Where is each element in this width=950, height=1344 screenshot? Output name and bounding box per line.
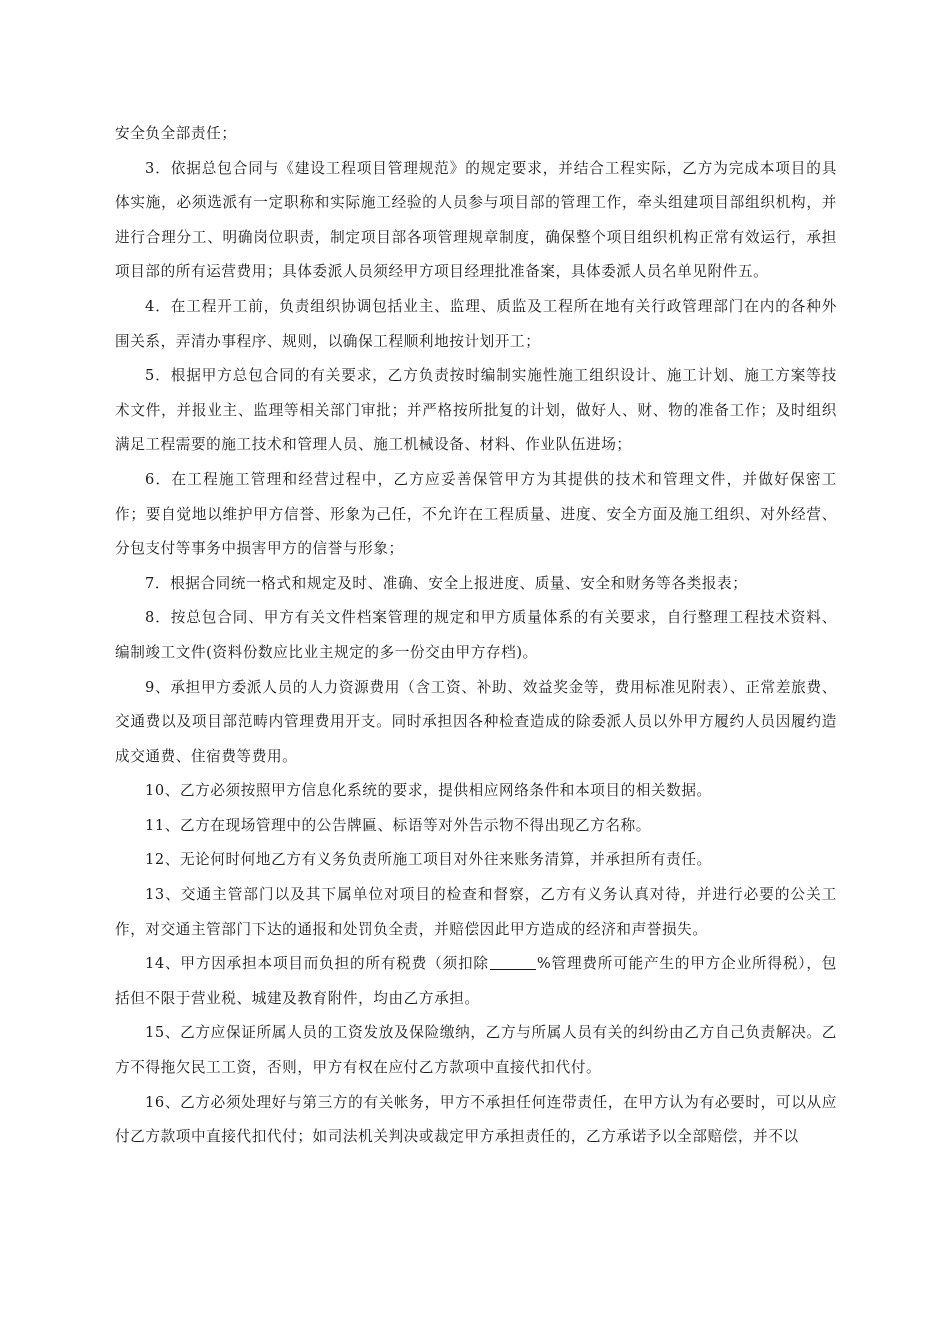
paragraph-clause-14 (115, 947, 837, 1016)
paragraph-clause-15: 15、乙方应保证所属人员的工资发放及保险缴纳，乙方与所属人员有关的纠纷由乙方自己负责解决。乙方不得拖欠民工工资，否则，甲方有权在应付乙方款项中直接代扣代付。 (115, 1024, 837, 1077)
paragraph-clause-5: 5．根据甲方总包合同的有关要求，乙方负责按时编制实施性施工组织设计、施工计划、施工方案等技术文件，并报业主、监理等相关部门审批；并严格按所批复的计划，做好人、财、物的准备工作；及时组织满足工程需要的施工技术和管理人员、施工机械设备、材料、作业队伍进场； (115, 367, 837, 454)
clause-14-text-after: %管理费所可能产生的甲方企业所得税），包括但不限于营业税、城建及教育附件，均由乙方承担。 (115, 955, 838, 1007)
clause-14-text-before: 14、甲方因承担本项目而负担的所有税费（须扣除 (145, 955, 489, 973)
fill-in-blank (490, 955, 536, 970)
paragraph-clause-8: 8．按总包合同、甲方有关文件档案管理的规定和甲方质量体系的有关要求，自行整理工程技术资料、编制竣工文件(资料份数应比业主规定的多一份交由甲方存档)。 (115, 609, 837, 661)
paragraph-clause-12: 12、无论何时何地乙方有义务负责所施工项目对外往来账务清算，并承担所有责任。 (145, 851, 712, 869)
paragraph-continuation: 安全负全部责任； (115, 125, 237, 142)
paragraph-clause-9: 9、承担甲方委派人员的人力资源费用（含工资、补助、效益奖金等，费用标准见附表）、正常差旅费、交通费以及项目部范畴内管理费用开支。同时承担因各种检查造成的除委派人员以外甲方履约人员因履约造成交通费、住宿费等费用。 (115, 678, 837, 765)
paragraph-clause-16: 16、乙方必须处理好与第三方的有关帐务，甲方不承担任何连带责任，在甲方认为有必要时，可以从应付乙方款项中直接代扣代付；如司法机关判决或裁定甲方承担责任的，乙方承诺予以全部赔偿，并不以 (115, 1093, 837, 1146)
paragraph-clause-11: 11、乙方在现场管理中的公告牌匾、标语等对外告示物不得出现乙方名称。 (145, 816, 651, 834)
paragraph-clause-13: 13、交通主管部门以及其下属单位对项目的检查和督察，乙方有义务认真对待，并进行必要的公关工作，对交通主管部门下达的通报和处罚负全责，并赔偿因此甲方造成的经济和声誉损失。 (115, 886, 837, 938)
paragraph-clause-7: 7．根据合同统一格式和规定及时、准确、安全上报进度、质量、安全和财务等各类报表； (145, 574, 748, 592)
paragraph-clause-10: 10、乙方必须按照甲方信息化系统的要求，提供相应网络条件和本项目的相关数据。 (145, 782, 712, 800)
paragraph-clause-6: 6．在工程施工管理和经营过程中，乙方应妥善保管甲方为其提供的技术和管理文件，并做好保密工作；要自觉地以维护甲方信誉、形象为己任，不允许在工程质量、进度、安全方面及施工组织、对外经营、分包支付等事务中损害甲方的信誉与形象； (115, 470, 837, 558)
paragraph-clause-3: 3．依据总包合同与《建设工程项目管理规范》的规定要求，并结合工程实际，乙方为完成本项目的具体实施，必须选派有一定职称和实际施工经验的人员参与项目部的管理工作，牵头组建项目部组织机构，并进行合理分工、明确岗位职责，制定项目部各项管理规章制度，确保整个项目组织机构正常有效运行，承担项目部的所有运营费用；具体委派人员须经甲方项目经理批准备案，具体委派人员名单见附件五。 (115, 159, 837, 281)
document-body (115, 117, 837, 1155)
paragraph-clause-4: 4．在工程开工前，负责组织协调包括业主、监理、质监及工程所在地有关行政管理部门在内的各种外围关系，弄清办事程序、规则，以确保工程顺利地按计划开工； (115, 297, 837, 350)
